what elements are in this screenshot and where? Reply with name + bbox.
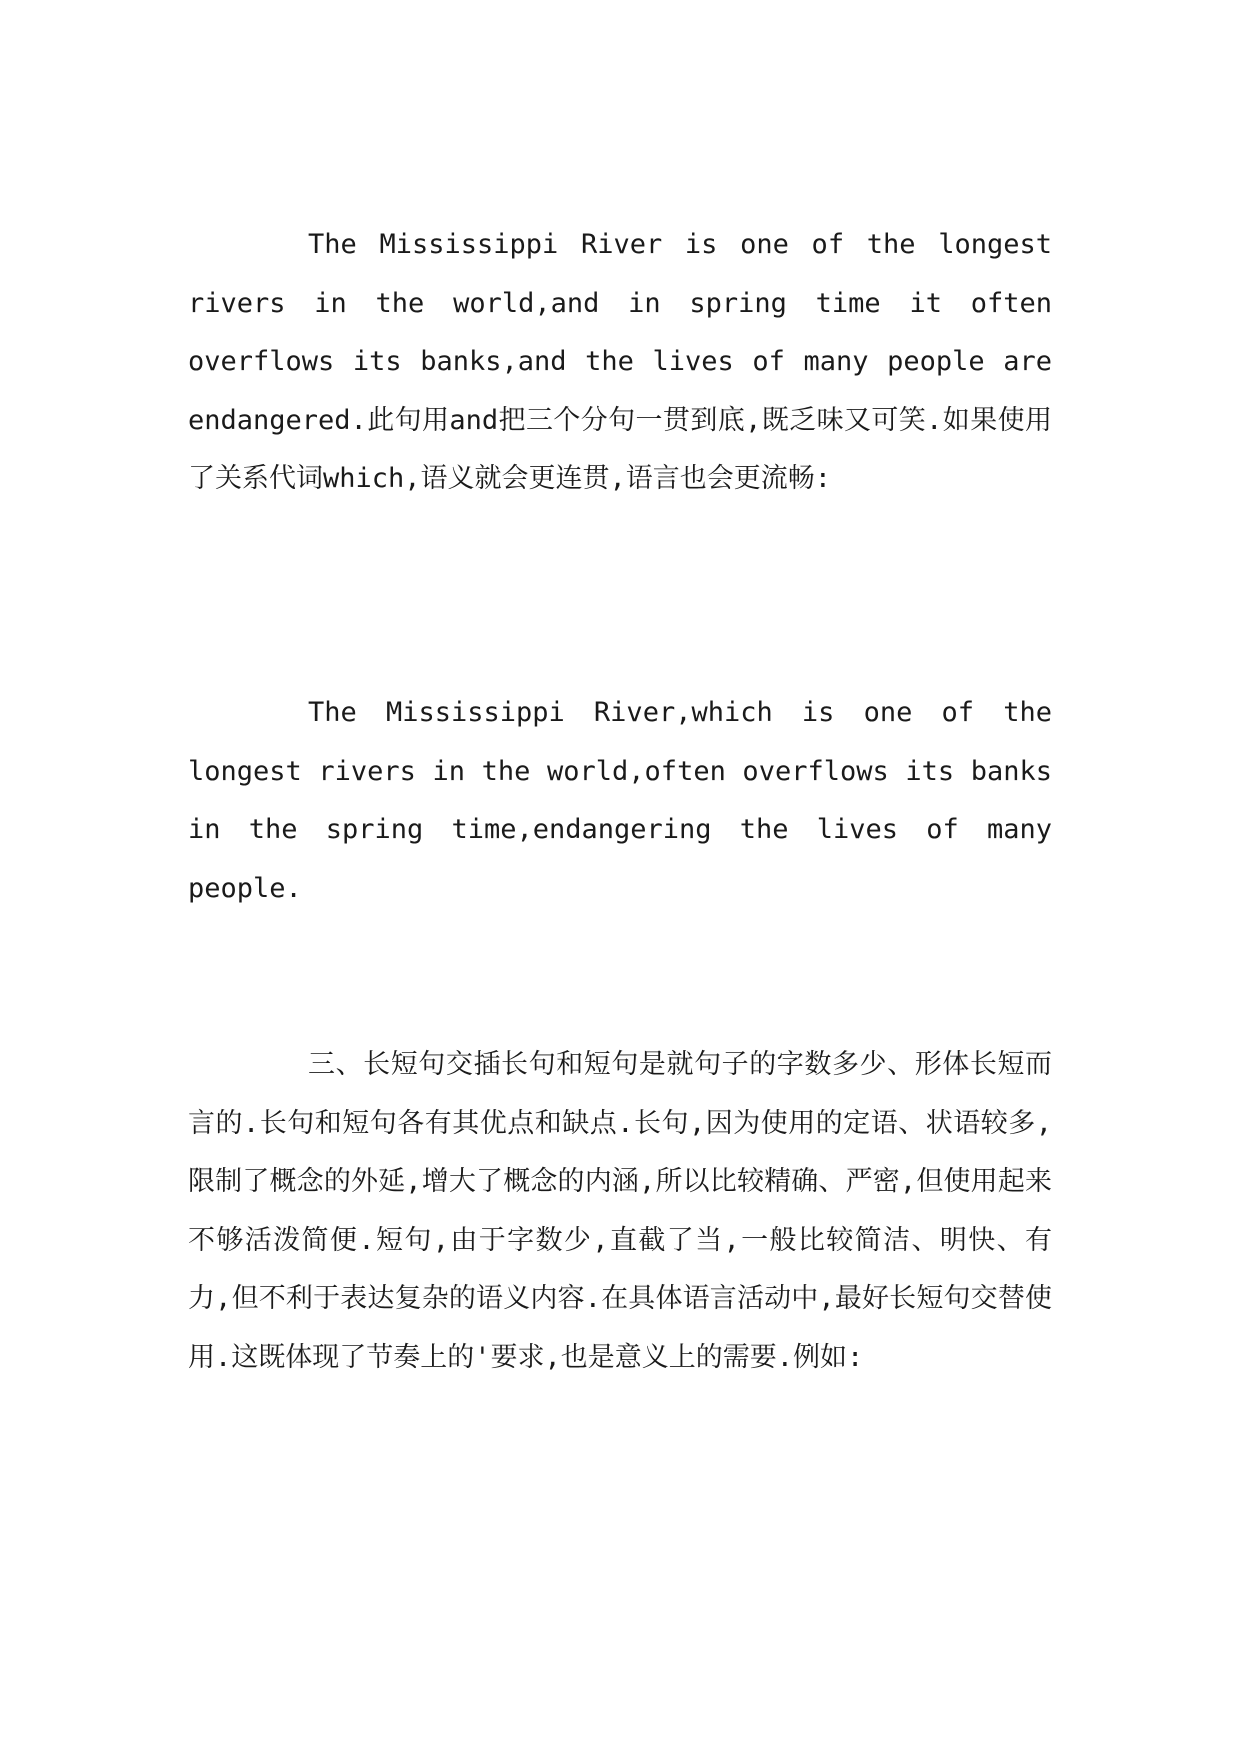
paragraph-long-short-sentences: 三、长短句交插长句和短句是就句子的字数多少、形体长短而言的.长句和短句各有其优点和缺点.长句,因为使用的定语、状语较多,限制了概念的外延,增大了概念的内涵,所以比较精确、严密,但使用起来不够活泼简便.短句,由于字数少,直截了当,一般比较简洁、明快、有力,但不利于表达复杂的语义内容.在具体语言活动中,最好长短句交替使用.这既体现了节奏上的'要求,也是意义上的需要.例如: <box>188 1049 1052 1373</box>
paragraph-original-sentence: The Mississippi River is one of the longest rivers in the world,and in spring time it often overflows its banks,and the lives of many people are endangered.此句用and把三个分句一贯到底,既乏味又可笑.如果使用了关系代词which,语义就会更连贯,语言也会更流畅: <box>188 229 1052 494</box>
paragraph-revised-sentence: The Mississippi River,which is one of the longest rivers in the world,often overflows its banks in the spring time,endangering the lives of many people. <box>188 697 1052 904</box>
